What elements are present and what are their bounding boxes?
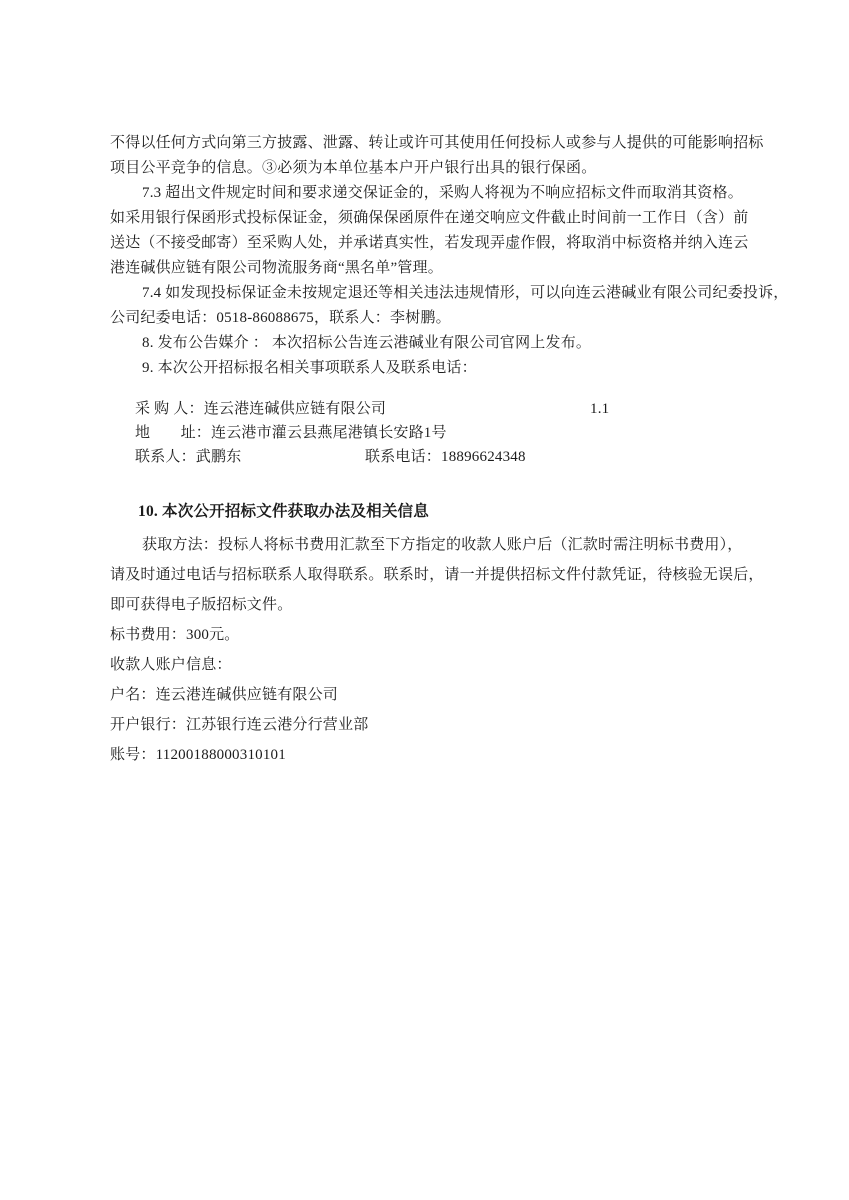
document-body [110, 131, 789, 770]
clause-9: 9. 本次公开招标报名相关事项联系人及联系电话： [142, 360, 477, 376]
payee-account-info-label: 收款人账户信息： [110, 657, 232, 673]
purchaser-row [110, 397, 770, 421]
purchaser-row-part-1: 1.1 [590, 401, 610, 417]
clause-7-3-line4: 港连碱供应链有限公司物流服务商“黑名单”管理。 [110, 260, 443, 276]
account-holder-name: 户名：连云港连碱供应链有限公司 [110, 687, 339, 703]
account-number: 账号：11200188000310101 [110, 747, 286, 763]
contact-row-part-0: 联系人：武鹏东 [135, 449, 242, 465]
contact-row-part-1: 联系电话：18896624348 [365, 449, 526, 465]
clause-10-method-line2: 请及时通过电话与招标联系人取得联系。联系时，请一并提供招标文件付款凭证，待核验无误后， [110, 567, 764, 583]
clause-7-3-line3: 送达（不接受邮寄）至采购人处，并承诺真实性，若发现弄虚作假，将取消中标资格并纳入连云 [110, 235, 749, 251]
clause-10-method-line3: 即可获得电子版招标文件。 [110, 597, 293, 613]
clause-7-4-line2: 公司纪委电话：0518-86088675，联系人：李树鹏。 [110, 310, 451, 326]
clause-7-3-line2: 如采用银行保函形式投标保证金，须确保保函原件在递交响应文件截止时间前一工作日（含）前 [110, 210, 749, 226]
para-confidentiality-line2: 项目公平竞争的信息。③必须为本单位基本户开户银行出具的银行保函。 [110, 160, 597, 176]
contact-row [110, 445, 770, 469]
purchaser-row-part-0: 采 购 人：连云港连碱供应链有限公司 [135, 401, 387, 417]
bid-doc-fee: 标书费用：300元。 [110, 627, 240, 643]
clause-7-4-line1: 7.4 如发现投标保证金未按规定退还等相关违法违规情形，可以向连云港碱业有限公司纪委投诉， [142, 285, 789, 301]
bank-of-deposit: 开户银行：江苏银行连云港分行营业部 [110, 717, 369, 733]
clause-10-heading: 10. 本次公开招标文件获取办法及相关信息 [138, 503, 429, 520]
para-confidentiality-line1: 不得以任何方式向第三方披露、泄露、转让或许可其使用任何投标人或参与人提供的可能影响招标 [110, 135, 764, 151]
clause-7-3-line1: 7.3 超出文件规定时间和要求递交保证金的，采购人将视为不响应招标文件而取消其资格。 [142, 185, 743, 201]
clause-10-method-line1: 获取方法：投标人将标书费用汇款至下方指定的收款人账户后（汇款时需注明标书费用）， [142, 537, 743, 553]
clause-8: 8. 发布公告媒介 ： 本次招标公告连云港碱业有限公司官网上发布。 [142, 335, 592, 351]
address-row: 地 址：连云港市灌云县燕尾港镇长安路1号 [135, 425, 447, 441]
